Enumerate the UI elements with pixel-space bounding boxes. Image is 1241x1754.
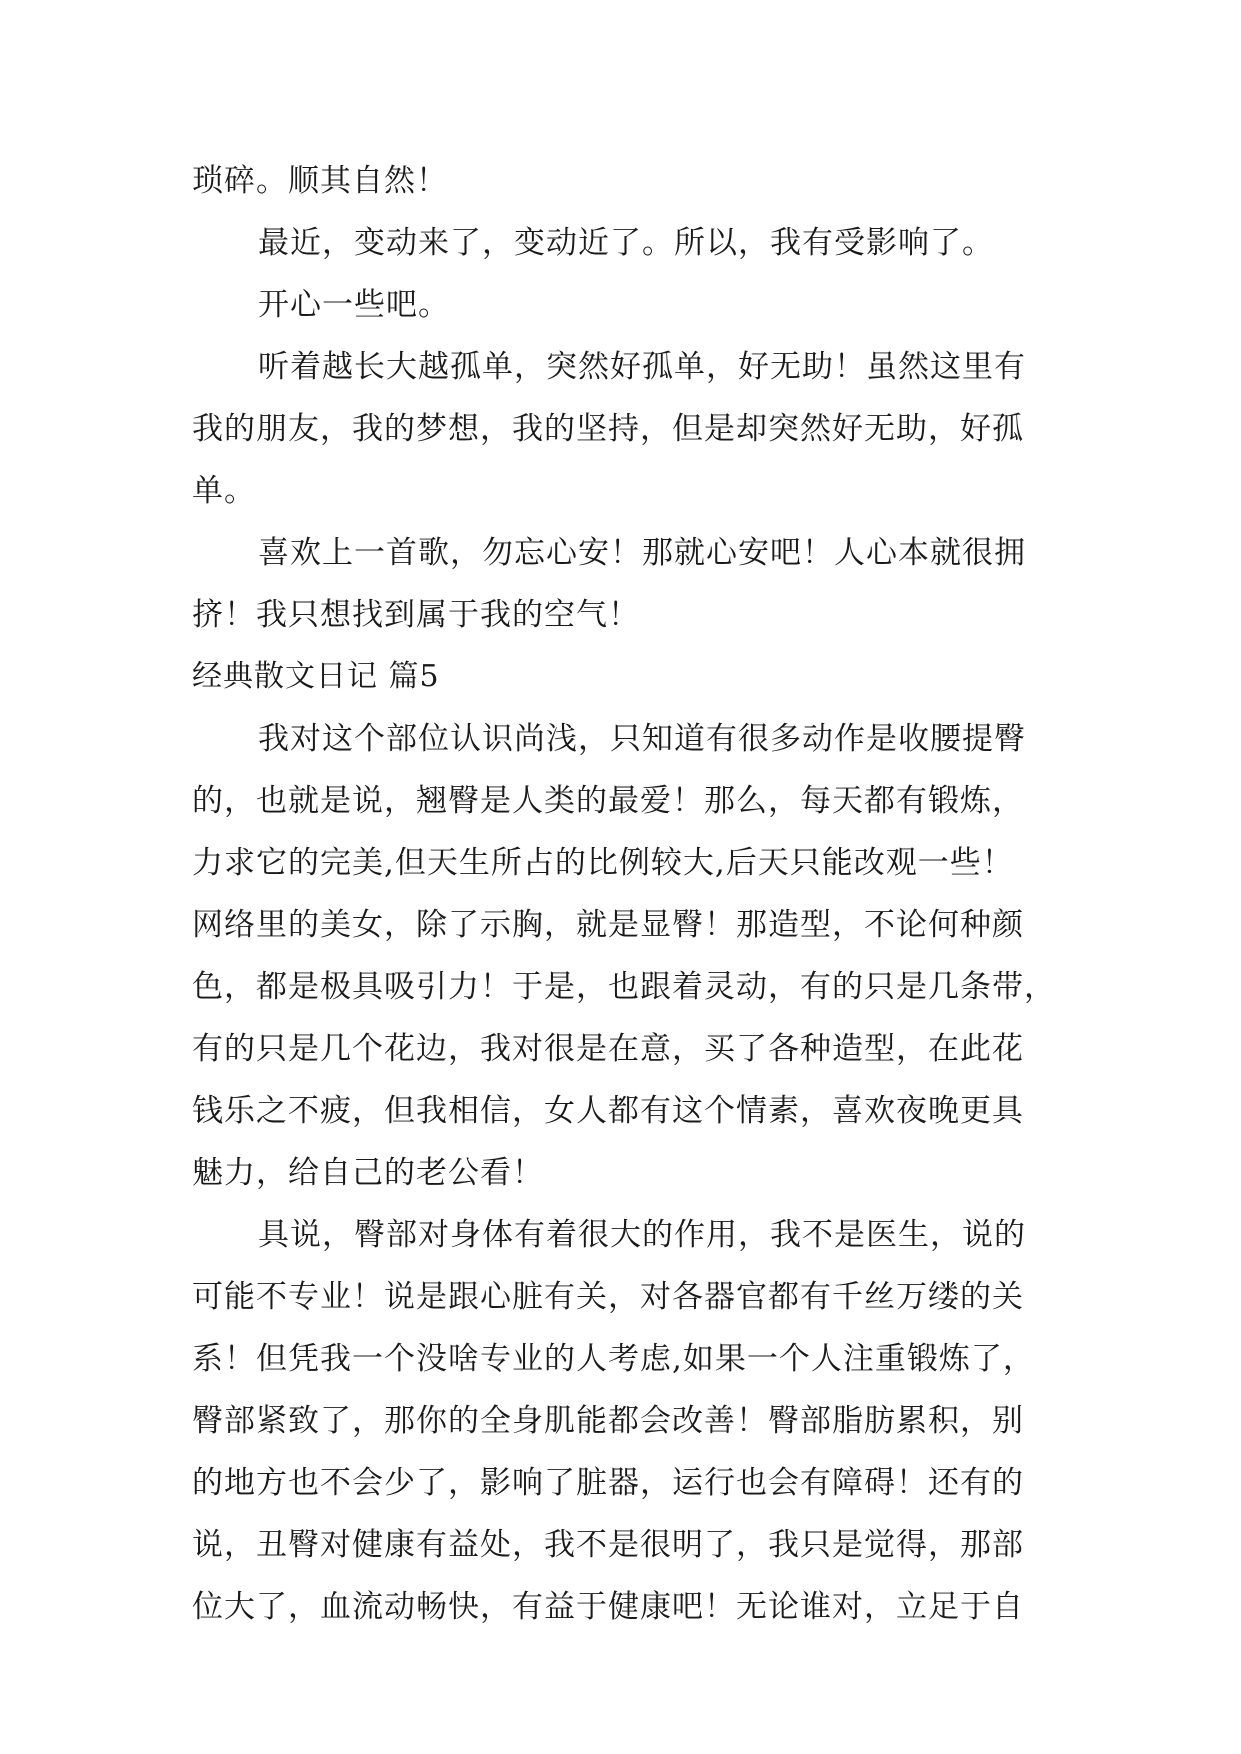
text-line: 色，都是极具吸引力！于是，也跟着灵动，有的只是几条带， — [192, 969, 1056, 1005]
text-line: 挤！我只想找到属于我的空气！ — [192, 597, 640, 633]
document-page — [192, 150, 1072, 1638]
text-line: 臀部紧致了，那你的全身肌能都会改善！臀部脂肪累积，别 — [192, 1403, 1024, 1439]
text-line: 钱乐之不疲，但我相信，女人都有这个情素，喜欢夜晚更具 — [192, 1093, 1024, 1129]
text-line: 力求它的完美,但天生所占的比例较大,后天只能改观一些！ — [192, 845, 1014, 881]
text-line: 的地方也不会少了，影响了脏器，运行也会有障碍！还有的 — [192, 1465, 1024, 1501]
text-line: 可能不专业！说是跟心脏有关，对各器官都有千丝万缕的关 — [192, 1279, 1024, 1315]
paragraph-start: 具说，臀部对身体有着很大的作用，我不是医生，说的 — [258, 1217, 1026, 1253]
paragraph-start: 最近，变动来了，变动近了。所以，我有受影响了。 — [258, 225, 994, 261]
paragraph-start: 开心一些吧。 — [258, 287, 450, 323]
text-line: 说，丑臀对健康有益处，我不是很明了，我只是觉得，那部 — [192, 1527, 1024, 1563]
text-line: 的，也就是说，翘臀是人类的最爱！那么，每天都有锻炼， — [192, 783, 1024, 819]
text-line: 琐碎。顺其自然！ — [192, 163, 448, 199]
text-line: 魅力，给自己的老公看！ — [192, 1155, 544, 1191]
text-line: 网络里的美女，除了示胸，就是显臀！那造型，不论何种颜 — [192, 907, 1024, 943]
text-line: 位大了，血流动畅快，有益于健康吧！无论谁对，立足于自 — [192, 1589, 1024, 1625]
paragraph-start: 喜欢上一首歌，勿忘心安！那就心安吧！人心本就很拥 — [258, 535, 1026, 571]
section-heading: 经典散文日记 篇5 — [192, 659, 440, 694]
text-line: 有的只是几个花边，我对很是在意，买了各种造型，在此花 — [192, 1031, 1024, 1067]
paragraph-start: 听着越长大越孤单，突然好孤单，好无助！虽然这里有 — [258, 349, 1026, 385]
paragraph-start: 我对这个部位认识尚浅，只知道有很多动作是收腰提臀 — [258, 721, 1026, 757]
text-line: 我的朋友，我的梦想，我的坚持，但是却突然好无助，好孤 — [192, 411, 1024, 447]
text-line: 系！但凭我一个没啥专业的人考虑,如果一个人注重锻炼了， — [192, 1341, 1035, 1377]
text-line: 单。 — [192, 473, 256, 509]
